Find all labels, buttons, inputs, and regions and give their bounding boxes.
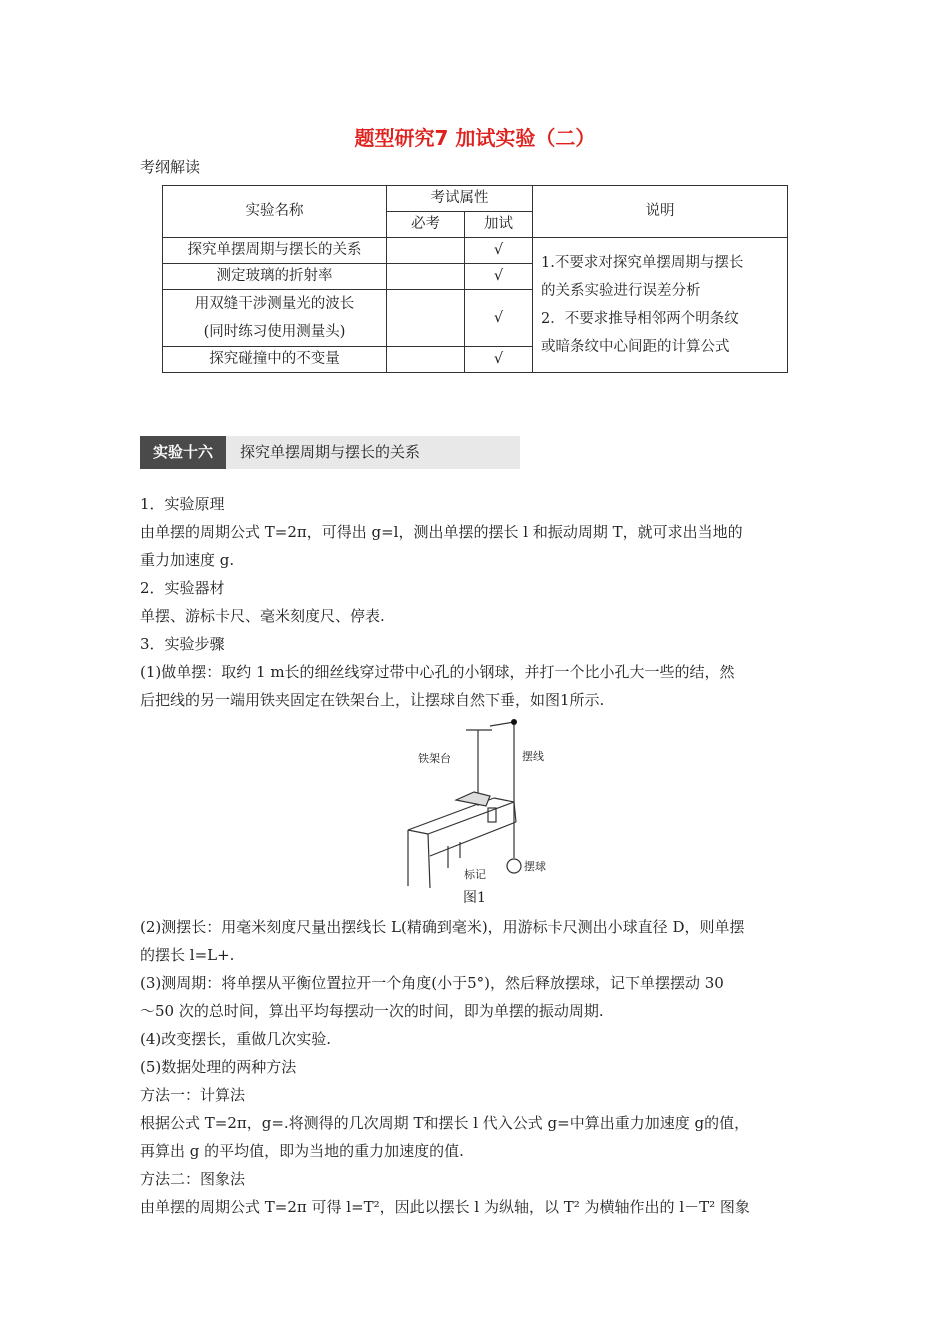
header-required: 必考 xyxy=(387,212,465,238)
header-note: 说明 xyxy=(533,186,788,238)
paragraph-line: 重力加速度 g. xyxy=(140,551,235,569)
paragraph-line: 再算出 g 的平均值，即为当地的重力加速度的值. xyxy=(140,1142,464,1160)
heading-steps: 3．实验步骤 xyxy=(140,635,225,653)
syllabus-table xyxy=(162,185,788,373)
header-experiment-name: 实验名称 xyxy=(163,186,387,238)
section-tag: 实验十六 xyxy=(140,436,226,469)
required-cell xyxy=(387,347,465,373)
label-mark: 标记 xyxy=(464,868,486,881)
syllabus-label: 考纲解读 xyxy=(140,158,201,176)
paragraph-line: 根据公式 T=2π，g=.将测得的几次周期 T和摆长 l 代入公式 g=中算出重力加速度 g的值， xyxy=(140,1114,750,1132)
page-title: 题型研究7 加试实验（二） xyxy=(354,126,596,150)
paragraph-line: 由单摆的周期公式 T=2π 可得 l=T²，因此以摆长 l 为纵轴，以 T² 为横轴作出的 l－T² 图象 xyxy=(140,1198,750,1216)
label-string: 摆线 xyxy=(522,750,544,763)
experiment-name: 探究碰撞中的不变量 xyxy=(163,347,387,373)
label-stand: 铁架台 xyxy=(418,752,451,765)
label-ball: 摆球 xyxy=(524,860,546,873)
note-line: 2．不要求推导相邻两个明条纹 xyxy=(541,311,739,327)
note-cell xyxy=(533,238,788,373)
required-cell xyxy=(387,264,465,290)
extra-cell: √ xyxy=(465,290,533,347)
paragraph-line: 由单摆的周期公式 T=2π，可得出 g=l，测出单摆的摆长 l 和振动周期 T，就可求出当地的 xyxy=(140,523,743,541)
method-heading: 方法一：计算法 xyxy=(140,1086,246,1104)
paragraph-line: 后把线的另一端用铁夹固定在铁架台上，让摆球自然下垂，如图1所示. xyxy=(140,691,605,709)
heading-principle: 1．实验原理 xyxy=(140,495,225,513)
header-exam-attribute: 考试属性 xyxy=(387,186,533,212)
required-cell xyxy=(387,238,465,264)
extra-cell: √ xyxy=(465,238,533,264)
extra-cell: √ xyxy=(465,347,533,373)
paragraph-line: (1)做单摆：取约 1 m长的细丝线穿过带中心孔的小钢球，并打一个比小孔大一些的结，然 xyxy=(140,663,735,681)
paragraph-line: ～50 次的总时间，算出平均每摆动一次的时间，即为单摆的振动周期. xyxy=(140,1002,604,1020)
note-line: 或暗条纹中心间距的计算公式 xyxy=(541,339,730,355)
paragraph-line: (2)测摆长：用毫米刻度尺量出摆线长 L(精确到毫米)，用游标卡尺测出小球直径 D，则单摆 xyxy=(140,918,745,936)
experiment-name: 探究单摆周期与摆长的关系 xyxy=(163,238,387,264)
pendulum-figure xyxy=(404,718,564,888)
required-cell xyxy=(387,290,465,347)
experiment-name xyxy=(163,290,387,347)
paragraph-line: 单摆、游标卡尺、毫米刻度尺、停表. xyxy=(140,607,385,625)
paragraph-line: (4)改变摆长，重做几次实验. xyxy=(140,1030,332,1048)
figure-caption: 图1 xyxy=(463,890,486,906)
note-line: 1.不要求对探究单摆周期与摆长 xyxy=(541,255,744,271)
method-heading: 方法二：图象法 xyxy=(140,1170,246,1188)
extra-cell: √ xyxy=(465,264,533,290)
paragraph-line: 的摆长 l=L+. xyxy=(140,946,235,964)
section-banner xyxy=(140,436,520,469)
paragraph-line: (3)测周期：将单摆从平衡位置拉开一个角度(小于5°)，然后释放摆球，记下单摆摆动 30 xyxy=(140,974,724,992)
pivot-point xyxy=(511,719,517,725)
experiment-name-line: (同时练习使用测量头) xyxy=(203,324,346,340)
heading-equipment: 2．实验器材 xyxy=(140,579,225,597)
header-extra: 加试 xyxy=(465,212,533,238)
section-title: 探究单摆周期与摆长的关系 xyxy=(240,443,421,461)
paragraph-line: (5)数据处理的两种方法 xyxy=(140,1058,297,1076)
experiment-name: 测定玻璃的折射率 xyxy=(163,264,387,290)
note-line: 的关系实验进行误差分析 xyxy=(541,283,701,299)
table-row xyxy=(163,238,788,264)
experiment-name-line: 用双缝干涉测量光的波长 xyxy=(194,296,355,312)
